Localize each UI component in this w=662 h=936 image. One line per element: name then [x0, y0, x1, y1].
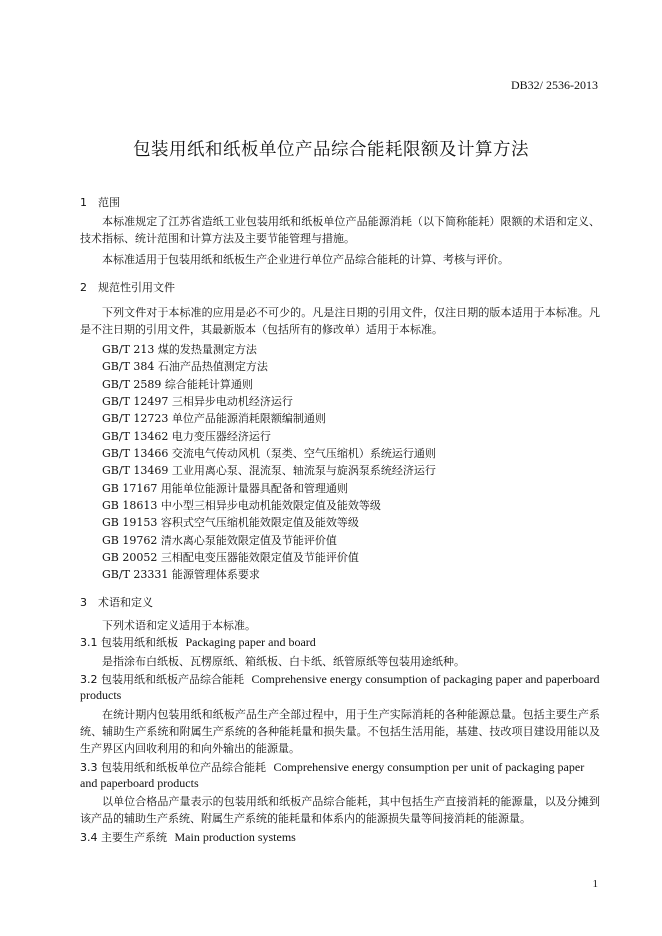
reference-item: GB/T 12723 单位产品能源消耗限额编制通则 — [102, 412, 326, 425]
section-title: 范围 — [98, 196, 120, 209]
term-en-continued: and paperboard products — [80, 776, 199, 790]
section-number: 2 — [80, 281, 87, 294]
section-1-paragraph-2: 本标准适用于包装用纸和纸板生产企业进行单位产品综合能耗的计算、考核与评价。 — [102, 253, 509, 266]
section-1-heading — [80, 194, 120, 210]
reference-item: GB 18613 中小型三相异步电动机能效限定值及能效等级 — [102, 499, 381, 512]
term-en-continued: products — [80, 688, 122, 702]
term-cn: 包装用纸和纸板产品综合能耗 — [101, 673, 244, 686]
reference-item: GB 19153 容积式空气压缩机能效限定值及能效等级 — [102, 516, 359, 529]
section-title: 术语和定义 — [98, 596, 153, 609]
term-en: Main production systems — [174, 830, 296, 844]
term-3-2-heading — [80, 671, 600, 687]
term-en: Comprehensive energy consumption of packaging paper and paperboard — [251, 672, 600, 686]
term-3-4-heading — [80, 829, 296, 845]
term-number: 3.2 — [80, 673, 98, 686]
term-3-3-definition: 以单位合格品产量表示的包装用纸和纸板产品综合能耗，其中包括生产直接消耗的能源量，以及分摊到该产品的辅助生产系统、附属生产系统的能耗量和体系内的能源损失量等间接消耗的能源量。 — [80, 795, 600, 825]
reference-item: GB/T 23331 能源管理体系要求 — [102, 568, 260, 581]
section-3-heading — [80, 594, 153, 610]
reference-item: GB/T 13469 工业用离心泵、混流泵、轴流泵与旋涡泵系统经济运行 — [102, 464, 436, 477]
term-number: 3.1 — [80, 636, 98, 649]
reference-item: GB/T 13466 交流电气传动风机（泵类、空气压缩机）系统运行通则 — [102, 447, 436, 460]
term-3-1-definition: 是指涂布白纸板、瓦楞原纸、箱纸板、白卡纸、纸管原纸等包装用途纸种。 — [102, 655, 465, 668]
reference-item: GB/T 12497 三相异步电动机经济运行 — [102, 395, 293, 408]
term-en: Comprehensive energy consumption per unit of packaging paper — [273, 760, 585, 774]
section-title: 规范性引用文件 — [98, 281, 175, 294]
document-title: 包装用纸和纸板单位产品综合能耗限额及计算方法 — [133, 140, 529, 160]
section-number: 1 — [80, 196, 87, 209]
term-number: 3.3 — [80, 761, 98, 774]
reference-item: GB 20052 三相配电变压器能效限定值及节能评价值 — [102, 551, 359, 564]
section-number: 3 — [80, 596, 87, 609]
term-cn: 包装用纸和纸板单位产品综合能耗 — [101, 761, 266, 774]
section-2-paragraph-1: 下列文件对于本标准的应用是必不可少的。凡是注日期的引用文件，仅注日期的版本适用于本标准。凡是不注日期的引用文件，其最新版本（包括所有的修改单）适用于本标准。 — [80, 306, 600, 336]
term-3-3-heading — [80, 759, 584, 775]
standard-number: DB32/ 2536-2013 — [511, 78, 598, 92]
reference-item: GB/T 2589 综合能耗计算通则 — [102, 378, 253, 391]
reference-item: GB 19762 清水离心泵能效限定值及节能评价值 — [102, 534, 337, 547]
reference-item: GB 17167 用能单位能源计量器具配备和管理通则 — [102, 482, 348, 495]
term-cn: 包装用纸和纸板 — [101, 636, 178, 649]
term-3-2-definition: 在统计期内包装用纸和纸板产品生产全部过程中，用于生产实际消耗的各种能源总量。包括主要生产系统、辅助生产系统和附属生产系统的各种能耗量和损失量。不包括生活用能，基建、技改项目建设用能以及生产界区内回收利用的和向外输出的能源量。 — [80, 708, 600, 755]
reference-item: GB/T 384 石油产品热值测定方法 — [102, 360, 268, 373]
section-2-heading — [80, 279, 175, 295]
page-number: 1 — [592, 878, 598, 890]
term-en: Packaging paper and board — [185, 635, 316, 649]
term-3-1-heading — [80, 634, 316, 650]
reference-item: GB/T 213 煤的发热量测定方法 — [102, 343, 257, 356]
term-number: 3.4 — [80, 831, 98, 844]
reference-item: GB/T 13462 电力变压器经济运行 — [102, 430, 271, 443]
term-3-3-heading-cont — [80, 776, 199, 791]
section-3-paragraph-1: 下列术语和定义适用于本标准。 — [102, 619, 256, 632]
section-1-paragraph-1: 本标准规定了江苏省造纸工业包装用纸和纸板单位产品能源消耗（以下简称能耗）限额的术语和定义、技术指标、统计范围和计算方法及主要节能管理与措施。 — [80, 215, 600, 245]
term-3-2-heading-cont — [80, 688, 121, 703]
term-cn: 主要生产系统 — [101, 831, 167, 844]
